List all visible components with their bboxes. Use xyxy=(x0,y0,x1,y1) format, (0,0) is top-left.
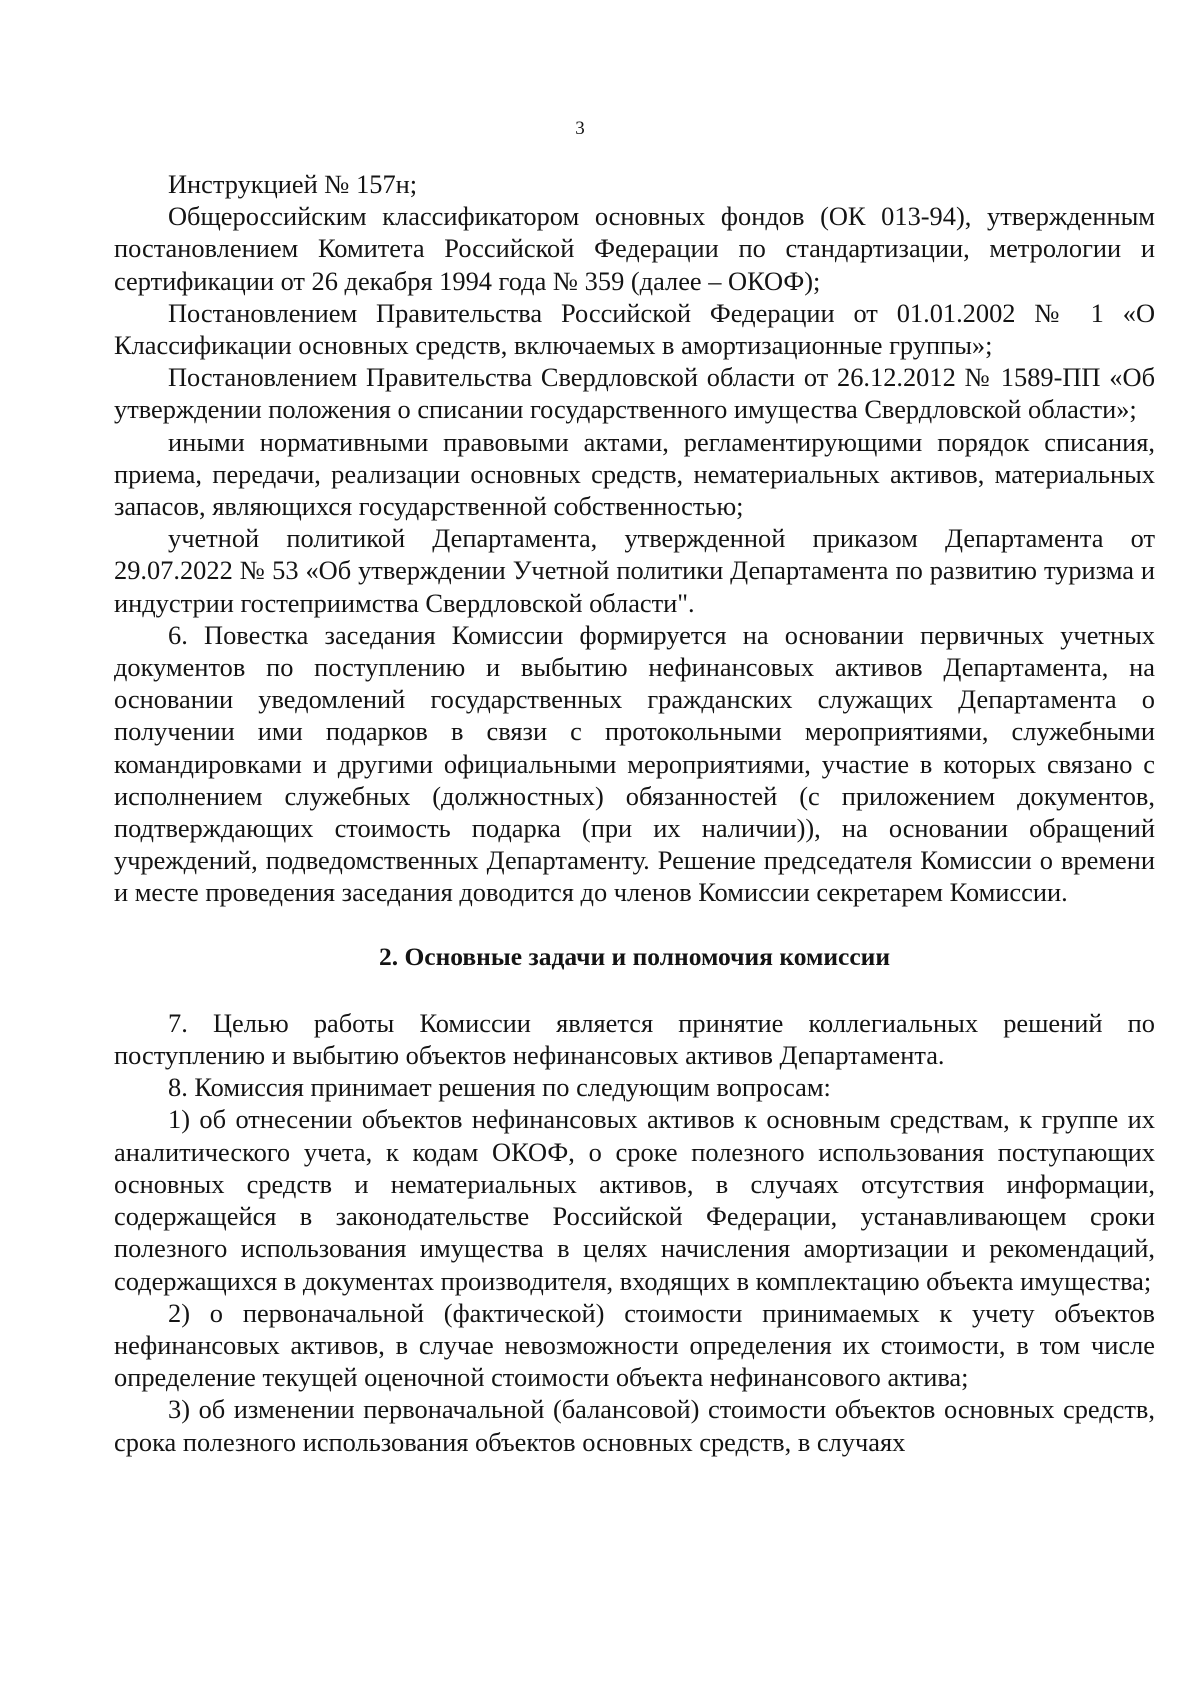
paragraph: 3) об изменении первоначальной (балансовой) стоимости объектов основных средств, срока полезного использования объектов основных средств, в случаях xyxy=(114,1394,1155,1457)
paragraph: 6. Повестка заседания Комиссии формируется на основании первичных учетных документов по поступлению и выбытию нефинансовых активов Департамента, на основании уведомлений государственных гражданских служащих Департамента о получении ими подарков в связи с протокольными мероприятиями, служебными командировками и другими официальными мероприятиями, участие в которых связано с исполнением служебных (должностных) обязанностей (с приложением документов, подтверждающих стоимость подарка (при их наличии)), на основании обращений учреждений, подведомственных Департаменту. Решение председателя Комиссии о времени и месте проведения заседания доводится до членов Комиссии секретарем Комиссии. xyxy=(114,619,1155,908)
paragraph: 8. Комиссия принимает решения по следующим вопросам: xyxy=(168,1072,831,1103)
document-body xyxy=(114,168,1155,1458)
paragraph: иными нормативными правовыми актами, регламентирующими порядок списания, приема, передачи, реализации основных средств, нематериальных активов, материальных запасов, являющихся государственной собственностью; xyxy=(114,426,1155,522)
paragraph: Постановлением Правительства Российской Федерации от 01.01.2002 № 1 «О Классификации основных средств, включаемых в амортизационные группы»; xyxy=(114,297,1155,361)
paragraph: учетной политикой Департамента, утвержденной приказом Департамента от 29.07.2022 № 53 «Об утверждении Учетной политики Департамента по развитию туризма и индустрии гостеприимства Свердловской области". xyxy=(114,523,1155,618)
paragraph: 1) об отнесении объектов нефинансовых активов к основным средствам, к группе их аналитического учета, к кодам ОКОФ, о сроке полезного использования поступающих основных средств и нематериальных активов, в случаях отсутствия информации, содержащейся в законодательстве Российской Федерации, устанавливающем сроки полезного использования имущества в целях начисления амортизации и рекомендаций, содержащихся в документах производителя, входящих в комплектацию объекта имущества; xyxy=(114,1104,1155,1296)
paragraph: Инструкцией № 157н; xyxy=(168,169,418,199)
paragraph: Общероссийским классификатором основных фондов (ОК 013-94), утвержденным постановлением Комитета Российской Федерации по стандартизации, метрологии и сертификации от 26 декабря 1994 года № 359 (далее – ОКОФ); xyxy=(114,201,1155,296)
section-heading: 2. Основные задачи и полномочия комиссии xyxy=(378,941,891,971)
paragraph: 7. Целью работы Комиссии является принятие коллегиальных решений по поступлению и выбытию объектов нефинансовых активов Департамента. xyxy=(114,1007,1155,1071)
page-number: 3 xyxy=(575,118,585,139)
paragraph: 2) о первоначальной (фактической) стоимости принимаемых к учету объектов нефинансовых активов, в случае невозможности определения их стоимости, в том числе определение текущей оценочной стоимости объекта нефинансового актива; xyxy=(114,1297,1155,1393)
paragraph: Постановлением Правительства Свердловской области от 26.12.2012 № 1589-ПП «Об утверждении положения о списании государственного имущества Свердловской области»; xyxy=(114,362,1155,425)
